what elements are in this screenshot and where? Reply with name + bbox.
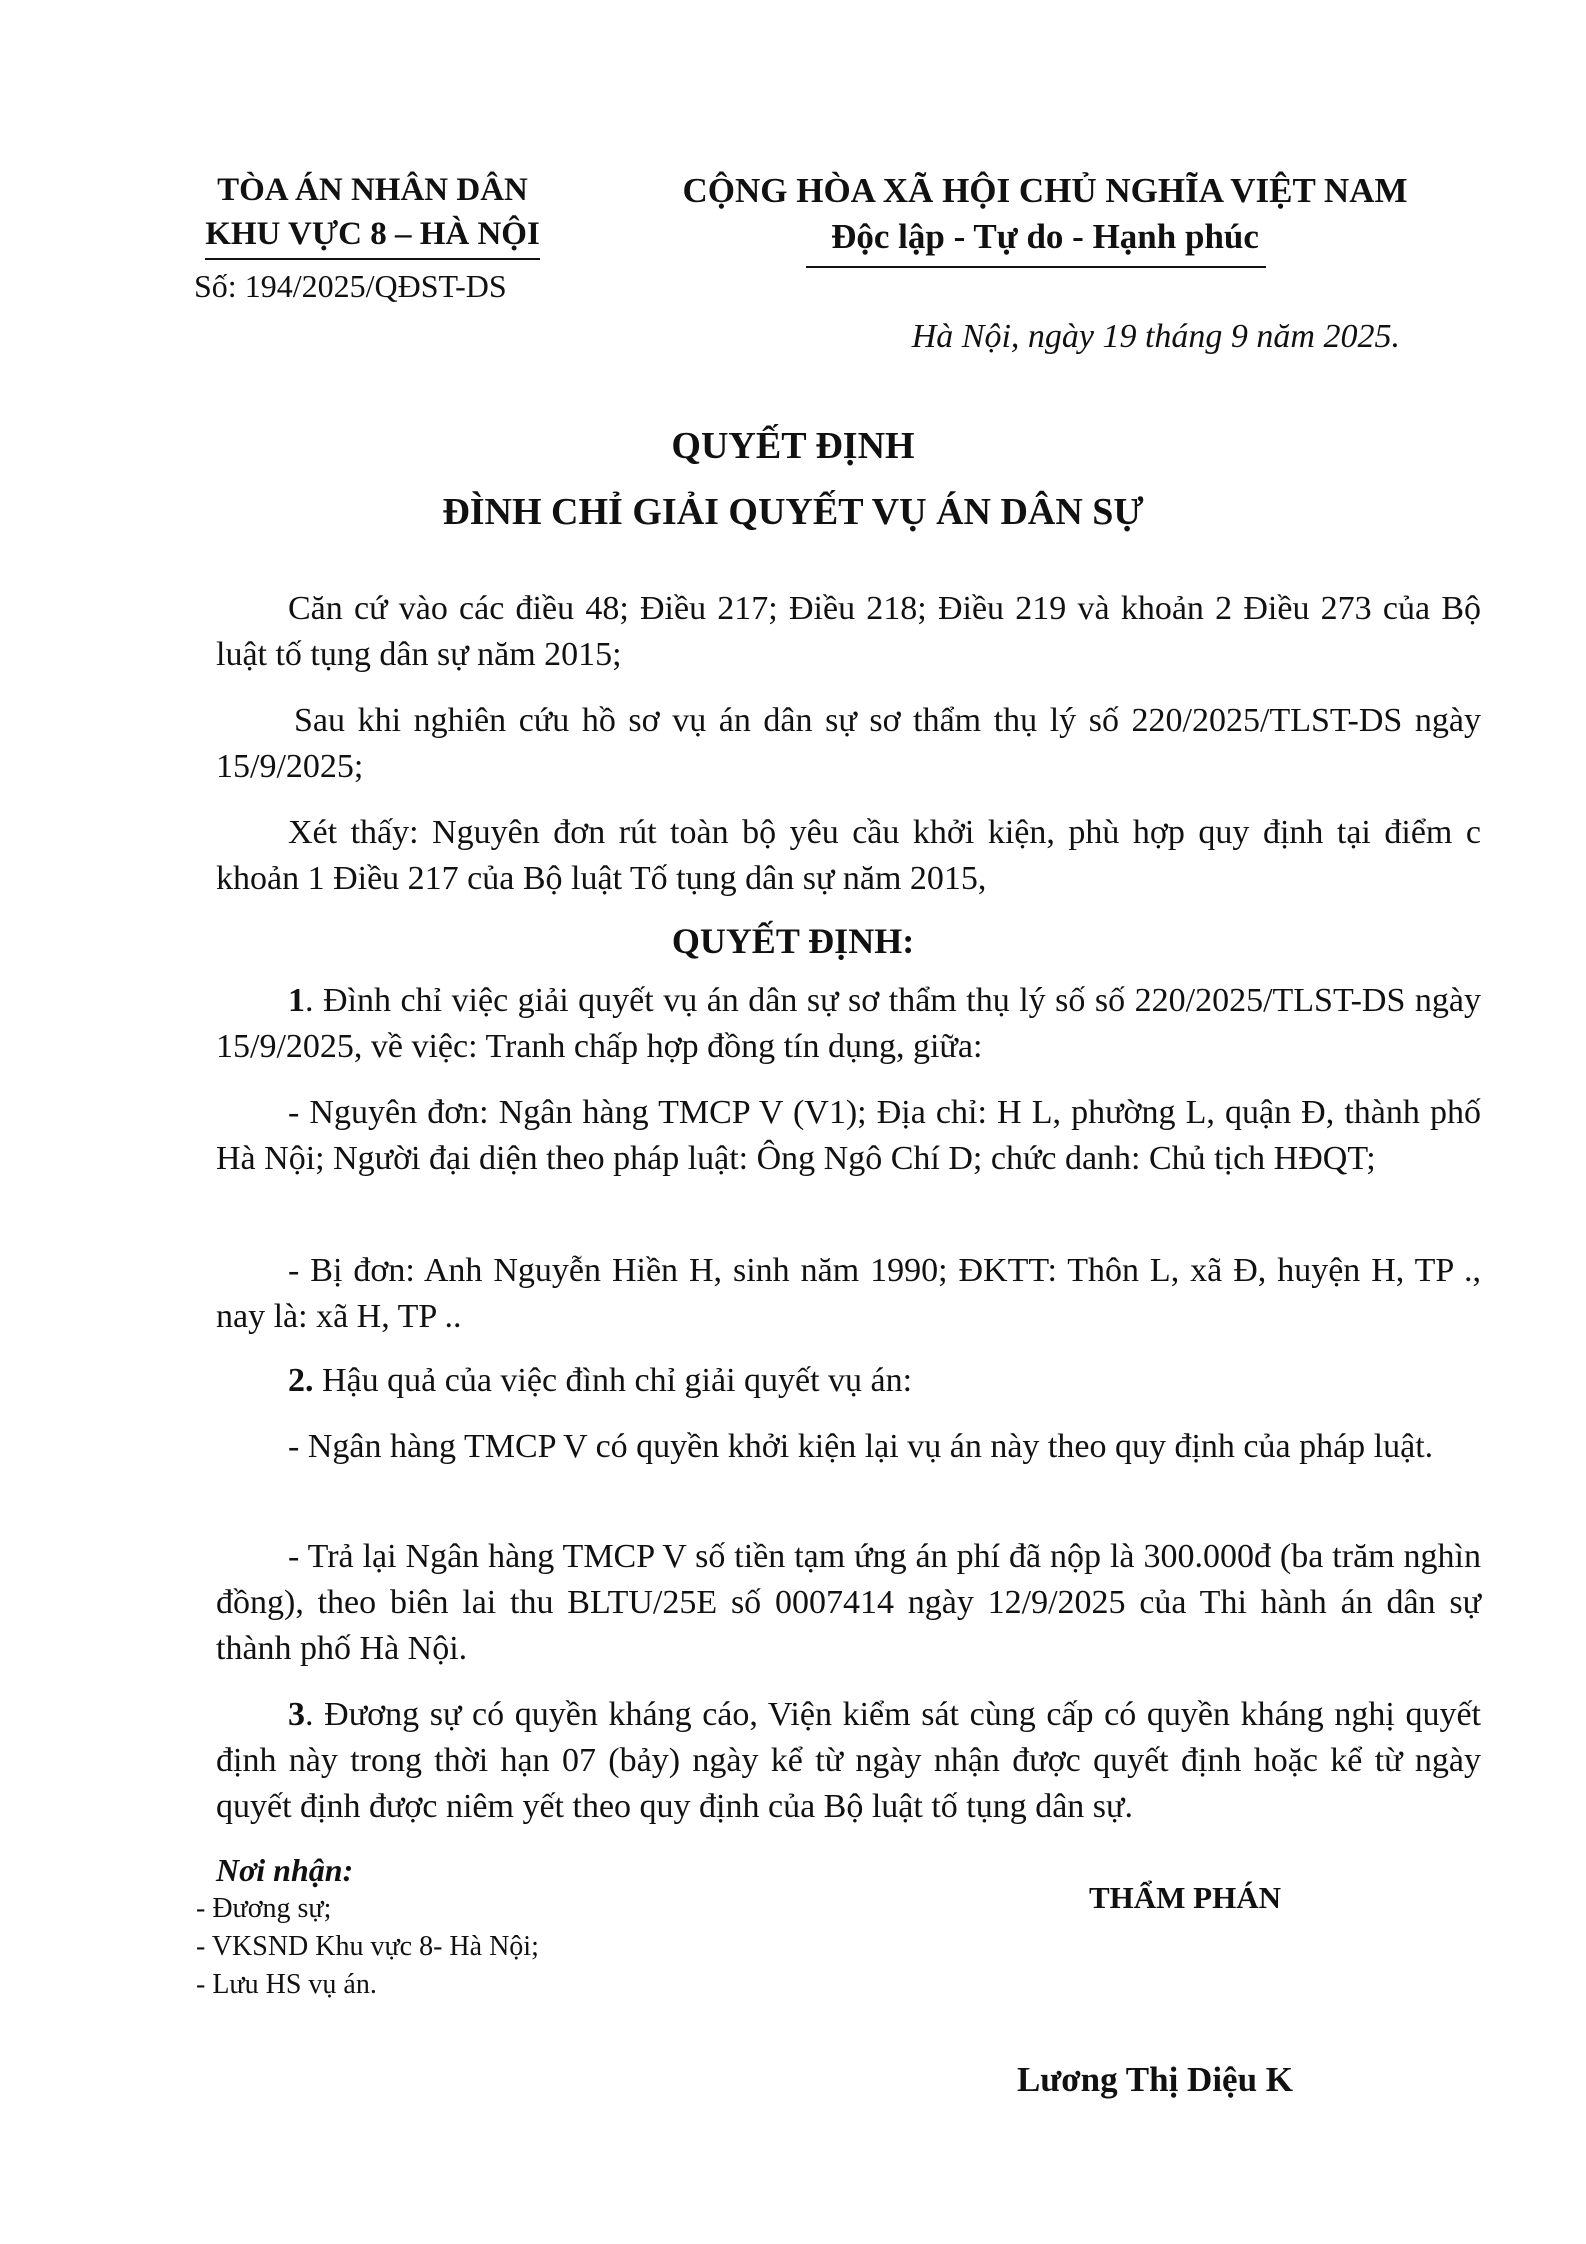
decision-item-3 — [216, 1692, 1481, 1830]
preamble-case-review: Sau khi nghiên cứu hồ sơ vụ án dân sự sơ thẩm thụ lý số 220/2025/TLST-DS ngày 15/9/2025; — [216, 702, 1481, 785]
court-name-line1: TÒA ÁN NHÂN DÂN — [217, 172, 528, 208]
nation-name: CỘNG HÒA XÃ HỘI CHỦ NGHĨA VIỆT NAM — [682, 171, 1408, 210]
document-subtitle: ĐÌNH CHỈ GIẢI QUYẾT VỤ ÁN DÂN SỰ — [442, 491, 1144, 533]
item-2-number: 2. — [288, 1362, 314, 1399]
decision-item-2 — [216, 1358, 1481, 1404]
plaintiff-info: - Nguyên đơn: Ngân hàng TMCP V (V1); Địa chỉ: H L, phường L, quận Đ, thành phố Hà Nội; Người đại diện theo pháp luật: Ông Ngô Chí D; chức danh: Chủ tịch HĐQT; — [216, 1094, 1481, 1177]
recipients-block — [196, 1850, 716, 2004]
court-header — [160, 168, 585, 256]
national-header — [625, 168, 1465, 260]
item-2-text: Hậu quả của việc đình chỉ giải quyết vụ án: — [313, 1362, 913, 1399]
nation-motto: Độc lập - Tự do - Hạnh phúc — [831, 217, 1259, 256]
item-3-number: 3 — [288, 1696, 305, 1733]
item-3-text: . Đương sự có quyền kháng cáo, Viện kiểm sát cùng cấp có quyền kháng nghị quyết định này trong thời hạn 07 (bảy) ngày kể từ ngày nhận được quyết định hoặc kể từ ngày quyết định được niêm yết theo quy định của Bộ luật tố tụng dân sự. — [216, 1696, 1481, 1825]
recipients-title: Nơi nhận: — [216, 1852, 354, 1888]
consequence-fee-refund: - Trả lại Ngân hàng TMCP V số tiền tạm ứng án phí đã nộp là 300.000đ (ba trăm nghìn đồng), theo biên lai thu BLTU/25E số 0007414 ngày 12/9/2025 của Thi hành án dân sự thành phố Hà Nội. — [216, 1538, 1481, 1667]
recipient-item: - Lưu HS vụ án. — [196, 1969, 377, 2000]
signer-role: THẨM PHÁN — [1088, 1880, 1281, 1915]
decision-heading: QUYẾT ĐỊNH: — [671, 921, 915, 961]
recipient-item: - VKSND Khu vực 8- Hà Nội; — [196, 1931, 539, 1962]
recipient-item: - Đương sự; — [196, 1893, 332, 1924]
decision-item-1 — [216, 978, 1481, 1070]
preamble-finding: Xét thấy: Nguyên đơn rút toàn bộ yêu cầu khởi kiện, phù hợp quy định tại điểm c khoản 1 Điều 217 của Bộ luật Tố tụng dân sự năm 2015, — [216, 814, 1481, 897]
signer-name: Lương Thị Diệu K — [1016, 2060, 1294, 2099]
preamble-legal-basis: Căn cứ vào các điều 48; Điều 217; Điều 218; Điều 219 và khoản 2 Điều 273 của Bộ luật tố tụng dân sự năm 2015; — [216, 590, 1481, 673]
consequence-right-to-resue: - Ngân hàng TMCP V có quyền khởi kiện lại vụ án này theo quy định của pháp luật. — [288, 1428, 1434, 1465]
document-number: Số: 194/2025/QĐST-DS — [194, 268, 507, 304]
date-place: Hà Nội, ngày 19 tháng 9 năm 2025. — [911, 318, 1400, 355]
document-title: QUYẾT ĐỊNH — [671, 425, 915, 467]
motto-underline — [806, 266, 1266, 268]
item-1-number: 1 — [288, 982, 305, 1019]
court-name-line2: KHU VỰC 8 – HÀ NỘI — [205, 216, 540, 252]
court-underline — [205, 258, 540, 260]
item-1-text: . Đình chỉ việc giải quyết vụ án dân sự sơ thẩm thụ lý số số 220/2025/TLST-DS ngày 15/9/2025, về việc: Tranh chấp hợp đồng tín dụng, giữa: — [216, 982, 1481, 1065]
defendant-info: - Bị đơn: Anh Nguyễn Hiền H, sinh năm 1990; ĐKTT: Thôn L, xã Đ, huyện H, TP ., nay là: xã H, TP .. — [216, 1252, 1481, 1335]
